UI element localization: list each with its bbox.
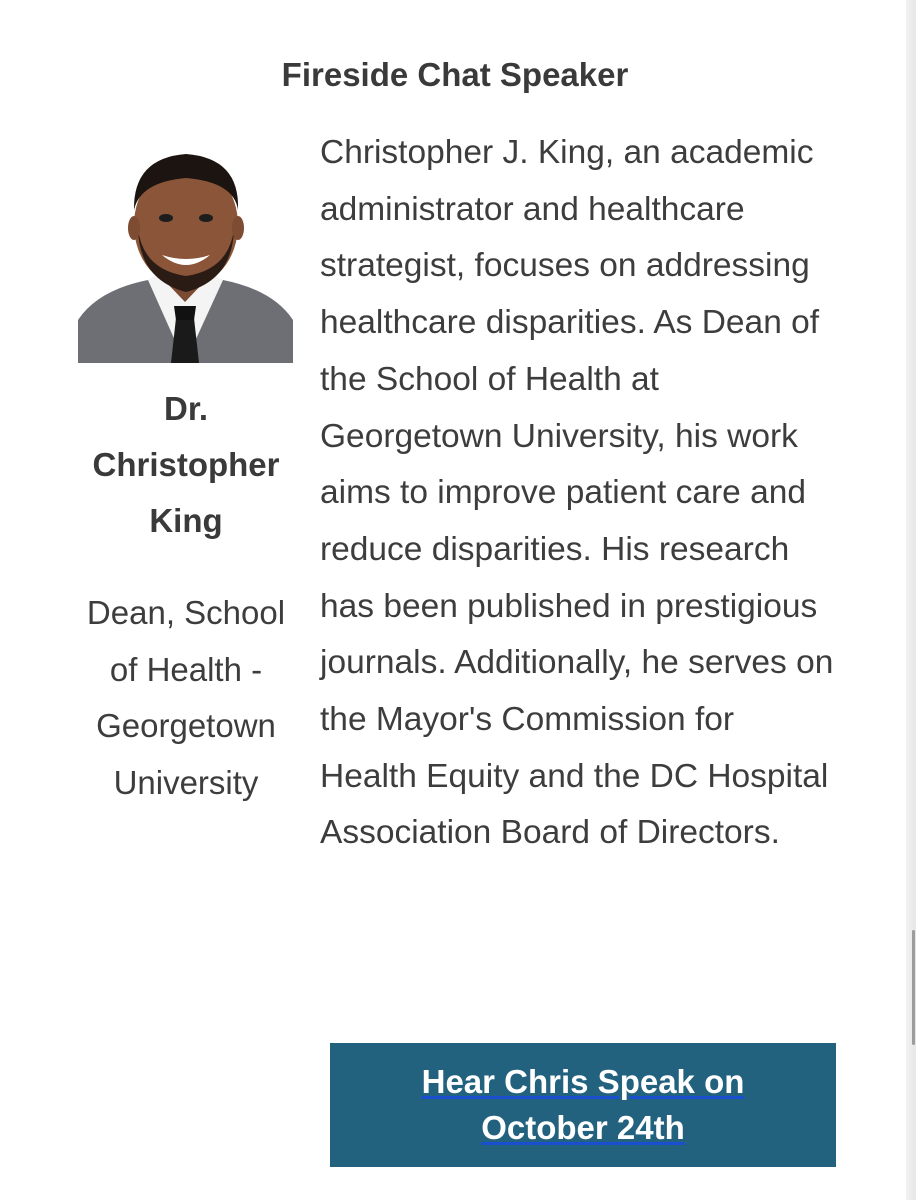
speaker-title: Dean, School of Health - Georgetown University <box>86 594 286 801</box>
section-heading: Fireside Chat Speaker <box>281 56 629 93</box>
speaker-photo <box>78 130 293 363</box>
portrait-photo-icon <box>78 130 293 363</box>
speaker-bio: Christopher J. King, an academic administrator and healthcare strategist, focuses on addressing healthcare disparities. As Dean of the School of Health at Georgetown University, his work aims to improve patient care and reduce disparities. His research has been published in prestigious journals. Additionally, he serves on the Mayor's Commission for Health Equity and the DC Hospital Association Board of Directors. <box>320 134 834 852</box>
speaker-name: Dr. Christopher King <box>92 390 280 539</box>
cta-banner <box>330 1043 836 1167</box>
hear-chris-speak-link[interactable]: Hear Chris Speak on October 24th <box>421 1063 745 1146</box>
scrollbar[interactable] <box>906 0 916 1200</box>
